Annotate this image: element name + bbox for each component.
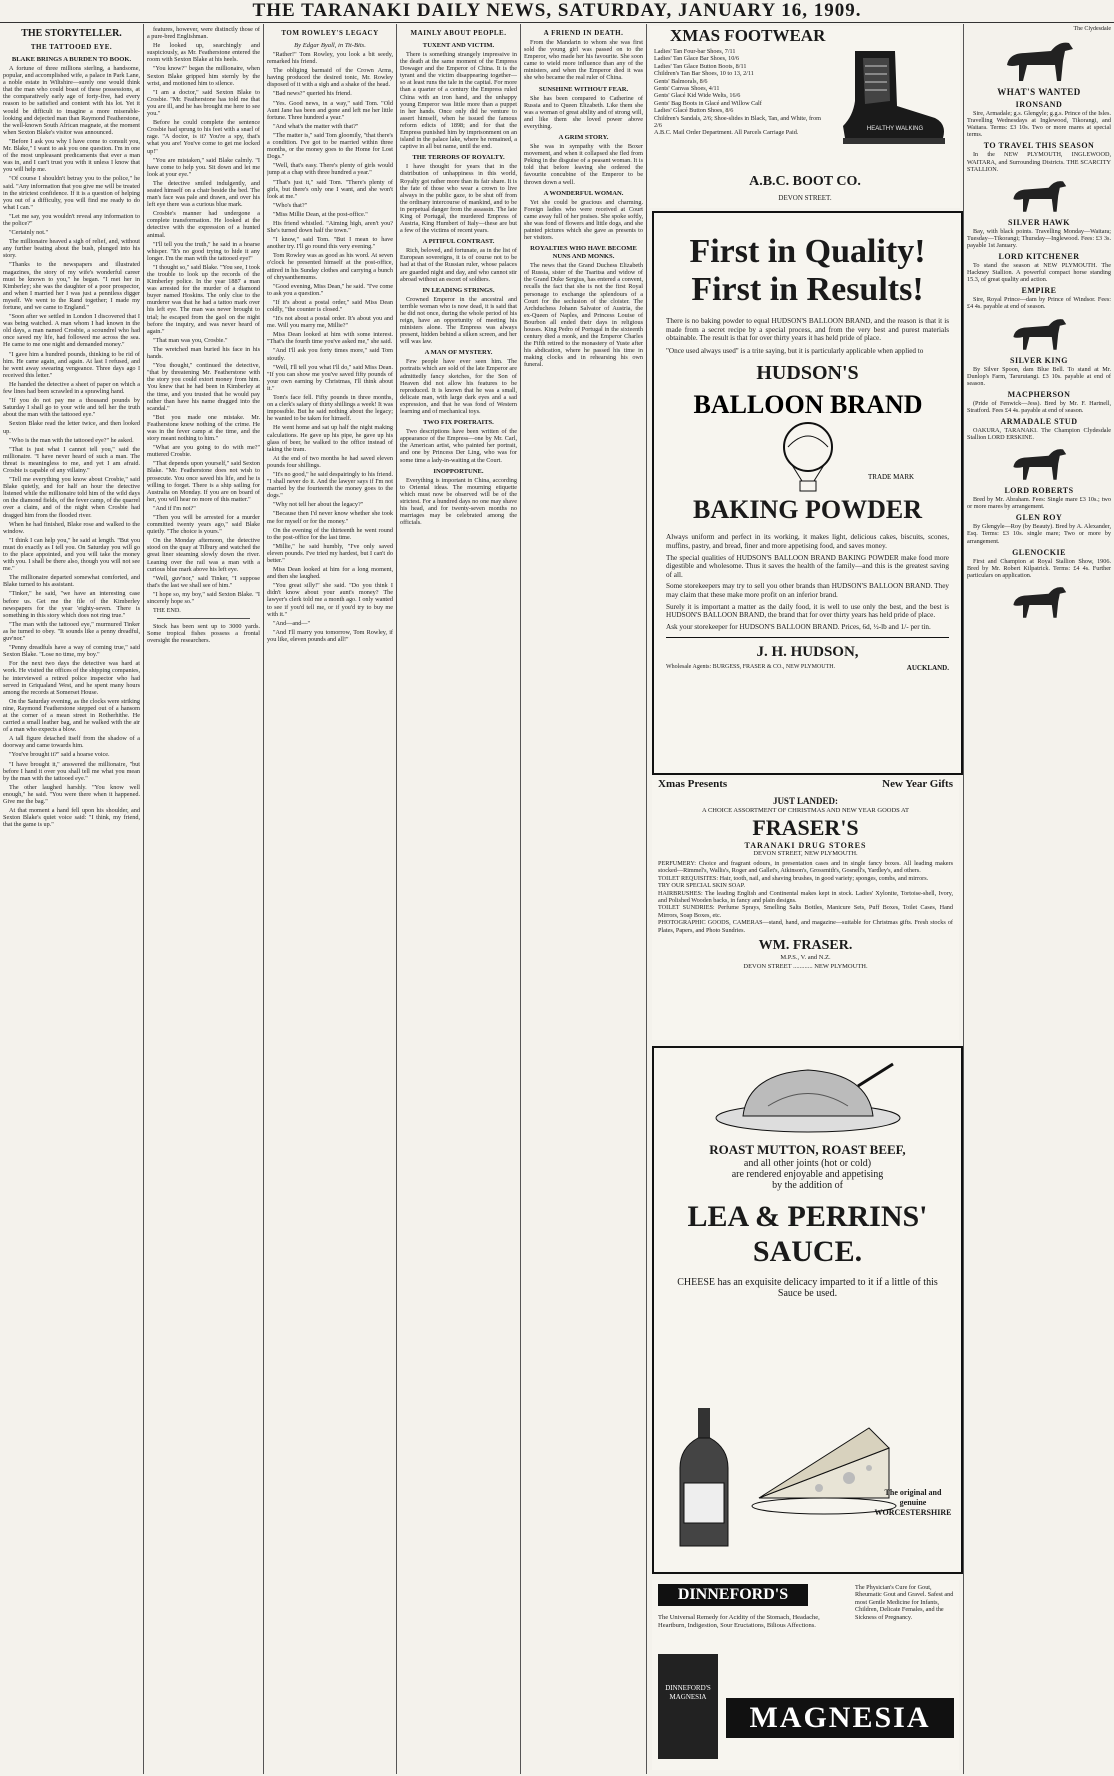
abc-boot-co-street: DEVON STREET. bbox=[778, 194, 832, 202]
story-paragraph: "I'll tell you the truth," he said in a hoarse whisper. "It's no good trying to hide it any longer. I'm the man with the tattooed eye!" bbox=[147, 240, 260, 262]
abc-boot-co-name: A.B.C. BOOT CO. bbox=[749, 174, 861, 189]
story-paragraph: "But you made one mistake. Mr. Featherstone knew nothing of the crime. He was in the fever camp at the time, and the story meant nothing to him." bbox=[147, 413, 260, 443]
hudson-body-best: Surely it is important a matter as the daily food, it is well to use only the best, and the best is HUDSON'S BALLOON BRAND, the brand that for over thirty years has held pride of place. bbox=[666, 602, 949, 620]
dinnefords-description: The Universal Remedy for Acidity of the Stomach, Headache, Heartburn, Indigestion, Sour Eructations, Bilious Affections. bbox=[658, 1614, 820, 1629]
footwear-price-line: Ladies' Tan Glace Bar Shoes, 10/6 bbox=[654, 55, 740, 63]
story-paragraph: On the Saturday evening, as the clocks were striking nine, Raymond Featherstone stepped out of a hansom at the corner of a mean street in Rotherhithe. He carried a small leather bag, and he walked with the air of a man who expects a blow. bbox=[3, 697, 140, 734]
story-paragraph: "Who is the man with the tattooed eye?" he asked. bbox=[9, 436, 134, 444]
friend-in-death-heading: A FRIEND IN DEATH. bbox=[543, 29, 624, 37]
friend-in-death-column bbox=[524, 26, 643, 1771]
story-paragraph: On the evening of the thirteenth he went round to the post-office for the last time. bbox=[267, 526, 393, 541]
story-paragraph: A fortune of three millions sterling, a handsome, popular, and accomplished wife, a palace in Park Lane, a noble estate in Wiltshire—surely one would think that the man who could boast of these possessions, at the comparatively early age of forty-five, had every reason to be satisfied and content with his lot. Yet it would be difficult to imagine a more miserable-looking and dejected man than Raymond Featherstone, the well-known South African magnate, at the moment when Sexton Blake's visitor was announced. bbox=[3, 65, 140, 136]
fraser-bottom-address: DEVON STREET ............ NEW PLYMOUTH. bbox=[743, 963, 868, 971]
stallion-name: ARMADALE STUD bbox=[1000, 416, 1078, 426]
fraser-drug-stores-advertisement bbox=[652, 778, 959, 1040]
story-paragraph: The millionaire heaved a sigh of relief, and, without any further beating about the bush, plunged into his story. bbox=[3, 238, 140, 260]
hudson-brand-name: HUDSON'S bbox=[756, 362, 859, 385]
story-paragraph: "If you do not pay me a thousand pounds by Saturday I shall go to your wife and tell her the truth about the man with the tattooed eye." bbox=[3, 397, 140, 419]
storyteller-body bbox=[3, 65, 140, 828]
fraser-subtitle: A CHOICE ASSORTMENT OF CHRISTMAS AND NEW YEAR GOODS AT bbox=[702, 807, 909, 814]
story-paragraph: Tom's face fell. Fifty pounds in three months, on a clerk's salary of thirty shillings a week! It was impossible. But he said nothing about the legacy; he wanted to be taken for himself. bbox=[267, 394, 393, 423]
stallion-details: Bred by Mr. Abraham. Fees: Single mare £3 10s.; two or more mares by arrangement. bbox=[967, 496, 1111, 511]
stallions-column bbox=[967, 26, 1111, 1771]
hudson-headline-quality: First in Quality! bbox=[689, 233, 926, 270]
story-paragraph: features, however, were distinctly those of a pure-bred Englishman. bbox=[147, 26, 260, 41]
legacy-story-heading: TOM ROWLEY'S LEGACY bbox=[281, 29, 379, 37]
stallion-name: SILVER KING bbox=[1010, 355, 1068, 365]
hudson-headline-results: First in Results! bbox=[691, 271, 924, 308]
hudson-agents: Wholesale Agents: BURGESS, FRASER & CO., NEW PLYMOUTH. bbox=[666, 664, 836, 671]
story-paragraph: "Well, guv'nor," said Tinker, "I suppose that's the last we shall see of him." bbox=[147, 574, 260, 589]
fraser-goods-line: TRY OUR SPECIAL SKIN SOAP. bbox=[658, 882, 746, 890]
section-heading: A MAN OF MYSTERY. bbox=[424, 349, 493, 357]
story-paragraph: "Of course I shouldn't betray you to the police," he said. "Any information that you give me will be treated in the strictest confidence. If it is a question of helping you out of a difficulty, you will find me ready to do what I can." bbox=[3, 175, 140, 211]
lea-line-joints: and all other joints (hot or cold) bbox=[743, 1158, 872, 1169]
column-divider bbox=[143, 24, 144, 1774]
story-paragraph: "If it's about a postal order," said Miss Dean coldly, "the counter is closed." bbox=[267, 298, 393, 313]
story-paragraph: "You've brought it?" said a hoarse voice. bbox=[9, 751, 110, 759]
stallion-name: LORD KITCHENER bbox=[998, 252, 1080, 262]
story-paragraph: At the end of two months he had saved eleven pounds four shillings. bbox=[267, 454, 393, 469]
story-paragraph: Tom Rowley was as good as his word. At seven o'clock he presented himself at the post-office, attired in his Sunday clothes and carrying a bunch of chrysanthemums. bbox=[267, 252, 393, 281]
story-paragraph: "You know?" began the millionaire, when Sexton Blake gripped him sternly by the wrist, and motioned him to silence. bbox=[147, 65, 260, 87]
fraser-goods-line: HAIRBRUSHES: The leading English and Continental makes kept in stock. Ladies' Xylonite, Tortoise-shell, Ivory, and Polished Wooden backs, in fancy and plain designs. bbox=[658, 889, 953, 905]
section-heading: INOPPORTUNE. bbox=[433, 467, 484, 475]
footwear-price-line: Gents' Bag Boots in Glacé and Willow Calf bbox=[654, 99, 762, 107]
story-paragraph: "Thanks to the newspapers and illustrated magazines, the story of my wife's wonderful career must be known to you," he began. "I met her in Kimberley; she was the daughter of a poor prospector, and when I married her I was just a penniless digger myself. We went to the Rand together; I made my fortune, and we came to England." bbox=[3, 261, 140, 311]
story-paragraph: Sexton Blake read the letter twice, and then looked up. bbox=[3, 420, 140, 435]
story-paragraph: "Tinker," he said, "we have an interesting case before us. Get me the file of the Kimberley newspapers for the year 'eighty-seven. There is something in this story which does not ring true." bbox=[3, 590, 140, 619]
footwear-price-line: Ladies' Tan Glace Button Boots, 8/11 bbox=[654, 62, 747, 70]
lea-perrins-brand: LEA & PERRINS' bbox=[687, 1200, 928, 1233]
story-paragraph: "Millie," he said humbly, "I've only saved eleven pounds. I've tried my hardest, but I can't do better." bbox=[267, 542, 393, 564]
story-paragraph: "Let me say, you wouldn't reveal any information to the police?" bbox=[3, 212, 140, 227]
story-paragraph: "Then you will be arrested for a murder committed twenty years ago," said Blake quietly. "The choice is yours." bbox=[147, 514, 260, 536]
baking-powder-label: BAKING POWDER bbox=[693, 495, 922, 525]
storyteller-subheading: THE TATTOOED EYE. bbox=[30, 43, 113, 51]
fraser-goods-line: PERFUMERY: Choice and fragrant odours, in presentation cases and in single fancy boxes. All leading makers stocked—Rimmel's, Wallis's, Roger and Gallet's, Atkinson's, Grossmith's, Gosnell's, Yardley's, and others. bbox=[658, 860, 953, 875]
story-paragraph: On the Monday afternoon, the detective stood on the quay at Tilbury and watched the great liner steaming slowly down the river. Leaning over the rail was a man with a curious blue mark above his left eye. bbox=[147, 537, 260, 573]
footwear-price-line: Gents' Glacé Kid Wide Welts, 16/6 bbox=[654, 92, 741, 100]
whats-wanted-heading: WHAT'S WANTED bbox=[997, 87, 1081, 98]
story-paragraph: A tall figure detached itself from the shadow of a doorway and came towards him. bbox=[3, 735, 140, 750]
story-paragraph: "Yes. Good news, in a way," said Tom. "Old Aunt Jane has been and gone and left me her little fortune. Three hundred a year." bbox=[267, 99, 393, 121]
storyteller-byline: BLAKE BRINGS A BURDEN TO BOOK. bbox=[11, 56, 132, 63]
story-paragraph: He looked up, searchingly and suspiciously, as Mr. Featherstone entered the room with Sexton Blake at his heels. bbox=[147, 42, 260, 64]
story-paragraph: THE END. bbox=[153, 607, 181, 615]
story-paragraph: "Bad news?" queried his friend. bbox=[273, 90, 352, 98]
footwear-price-line: Gents' Canvas Shoes, 4/11 bbox=[654, 85, 720, 93]
story-paragraph: "That man was you, Crosbie." bbox=[153, 336, 228, 344]
story-paragraph: "And I'll ask you forty times more," said Tom stoutly. bbox=[267, 347, 393, 362]
story-paragraph: Miss Dean looked at him for a long moment, and then she laughed. bbox=[267, 566, 393, 581]
section-heading: A WONDERFUL WOMAN. bbox=[543, 189, 624, 197]
lea-line-addition: by the addition of bbox=[772, 1180, 843, 1191]
section-heading: THE TERRORS OF ROYALTY. bbox=[412, 154, 505, 162]
footwear-price-list bbox=[654, 48, 824, 137]
section-heading: IN LEADING STRINGS. bbox=[422, 286, 495, 294]
dinnefords-magnesia-advertisement bbox=[652, 1580, 959, 1770]
footwear-price-line: Ladies' Tan Four-bar Shoes, 7/11 bbox=[654, 48, 736, 55]
magnesia-banner: MAGNESIA bbox=[726, 1698, 954, 1738]
story-paragraph: He went home and sat up half the night making calculations. He gave up his pipe, he gave up his glass of beer, he walked to the office instead of taking the tram. bbox=[267, 424, 393, 453]
column-rule bbox=[157, 618, 250, 619]
section-paragraph: Crowned Emperor in the ancestral and terrible woman who is now dead, it is said that he did not once, during the whole period of his reign, have an opportunity of meeting his ministers alone. The Empress was always present, hidden behind a silken screen, and her will was law. bbox=[400, 295, 517, 346]
story-paragraph: "Miss Millie Dean, at the post-office." bbox=[273, 210, 368, 218]
stallion-details: By Glengyle—Roy (by Beauty). Bred by A. Alexander, Esq. Terms: £3 10s. single mare; Two or more by arrangement. bbox=[967, 523, 1111, 545]
hudson-body-qualities: The special qualities of HUDSON'S BALLOON BRAND BAKING POWDER make food more digestible and wholesome. Thus it saves the health of the family—and this is the greatest saving of all. bbox=[666, 553, 949, 579]
legacy-story-body bbox=[267, 51, 393, 643]
story-continuation-column bbox=[147, 26, 260, 1771]
story-paragraph: "Well, that's easy. There's plenty of girls would jump at a chap with three hundred a year." bbox=[267, 162, 393, 177]
fraser-goods-list bbox=[658, 860, 953, 934]
section-heading: SUNSHINE WITHOUT FEAR. bbox=[538, 85, 629, 93]
legacy-story-column bbox=[267, 26, 393, 1771]
fraser-owner: WM. FRASER. bbox=[758, 938, 853, 954]
story-paragraph: The millionaire departed somewhat comforted, and Blake turned to his assistant. bbox=[3, 574, 140, 589]
story-paragraph: "Penny dreadfuls have a way of coming true," said Sexton Blake. "Lose no time, my boy." bbox=[3, 644, 140, 659]
fraser-name: FRASER'S bbox=[752, 815, 859, 840]
column-divider bbox=[263, 24, 264, 1774]
stallion-entries bbox=[967, 100, 1111, 621]
dinnefords-name: DINNEFORD'S bbox=[658, 1584, 808, 1606]
horse-icon bbox=[1004, 175, 1074, 215]
story-paragraph: "Certainly not." bbox=[9, 229, 49, 237]
story-paragraph: "And if I'm not?" bbox=[153, 504, 196, 512]
stallion-name: GLENOCKIE bbox=[1012, 547, 1066, 557]
xmas-presents-label: Xmas Presents bbox=[658, 778, 728, 790]
story-paragraph: "Before I ask you why I have come to consult you, Mr. Blake," I want to ask you one question. I'm in one of the most unpleasant predicaments that ever a man was in, and I can't trust you with it unless I know that you will help me. bbox=[3, 137, 140, 174]
lea-line-enjoyable: are rendered enjoyable and appetising bbox=[731, 1169, 884, 1180]
stallion-name: IRONSAND bbox=[1015, 100, 1063, 110]
mainly-about-people-heading: MAINLY ABOUT PEOPLE. bbox=[410, 29, 507, 37]
section-heading: A PITIFUL CONTRAST. bbox=[422, 238, 495, 246]
newspaper-masthead: THE TARANAKI DAILY NEWS, SATURDAY, JANUARY 16, 1909. bbox=[252, 0, 862, 21]
section-paragraph: Two descriptions have been written of the appearance of the Empress—one by Mr. Carl, the American artist, who painted her portrait, and one by Princess Der Ling, who was for some time a lady-in-waiting at the Court. bbox=[400, 428, 517, 464]
dinnefords-bottle-label: DINNEFORD'S MAGNESIA bbox=[665, 1684, 711, 1701]
section-paragraph: She was in sympathy with the Boxer movement, and when it collapsed she fled from Peking in the disguise of a peasant woman. It is told that before leaving she ordered the favourite concubine of the Emperor to be thrown down a well. bbox=[524, 143, 643, 186]
story-paragraph: "Rather!" Tom Rowley, you look a bit seedy, remarked his friend. bbox=[267, 51, 393, 66]
story-paragraph: "That's just it," said Tom. "There's plenty of girls, but there's only one I want, and she won't look at me." bbox=[267, 178, 393, 200]
horse-icon bbox=[1004, 581, 1074, 621]
storyteller-heading: THE STORYTELLER. bbox=[21, 28, 122, 39]
stallion-name: LORD ROBERTS bbox=[1004, 486, 1074, 496]
story-paragraph: "I know," said Tom. "But I mean to have another try. I'll go round this very evening." bbox=[267, 236, 393, 251]
column-divider bbox=[520, 24, 521, 1774]
masthead-rule bbox=[0, 22, 1114, 23]
story-paragraph: "Good evening, Miss Dean," he said. "I've come to ask you a question." bbox=[267, 282, 393, 297]
fraser-address: DEVON STREET, NEW PLYMOUTH. bbox=[753, 850, 858, 857]
story-paragraph: "It's no good," he said despairingly to his friend. "I shall never do it. And the lawyer says if I'm not married by the fourteenth the money goes to the dogs." bbox=[267, 470, 393, 500]
story-paragraph: The wretched man buried his face in his hands. bbox=[147, 345, 260, 361]
story-paragraph: "The matter is," said Tom gloomily, "that there's a condition. I've got to be married within three months, or the money goes to the Home for Lost Dogs." bbox=[267, 131, 393, 161]
stallion-details: Sire, Armadale; g.s. Glengyle; g.g.s. Prince of the Isles. Travelling Wednesdays at Inglewood, Tikorangi, and Waitara. Terms: £3 10s. Two or more mares at special terms. bbox=[967, 110, 1111, 139]
storyteller-column bbox=[3, 26, 140, 1771]
hudson-body: Always uniform and perfect in its working, it makes light, delicious cakes, biscuits, scones, muffins, pastry, and bread, finer and more appetising food, and saves money. bbox=[666, 533, 949, 550]
trade-mark-label: TRADE MARK bbox=[867, 473, 914, 482]
story-paragraph: "That is just what I cannot tell you," said the millionaire. "I have never heard of such a man. The threat is meaningless to me, and yet I am afraid. Crosbie is capable of any villainy." bbox=[3, 445, 140, 474]
balloon-icon bbox=[784, 423, 832, 491]
boot-icon bbox=[835, 46, 950, 151]
stallion-name: EMPIRE bbox=[1021, 286, 1057, 296]
story-paragraph: "You great silly!" she said. "Do you think I didn't know about your aunt's money? The lawyer's clerk told me a month ago. I only wanted to see if you'd tell me, or if you'd try to buy me with it." bbox=[267, 582, 393, 618]
story-paragraph: "You thought," continued the detective, "that by threatening Mr. Featherstone with the story you could extort money from him. You knew that he had been in Kimberley at the time, and you trusted that he would pay rather than have his name dragged into the scandal." bbox=[147, 362, 260, 412]
story-paragraph: "What are you going to do with me?" muttered Crosbie. bbox=[147, 444, 260, 459]
story-paragraph: He handed the detective a sheet of paper on which a few lines had been scrawled in a sprawling hand. bbox=[3, 380, 140, 396]
stallion-details: To stand the season at NEW PLYMOUTH. The Hackney Stallion. A powerful compact horse standing 15.3, of great quality and action. bbox=[967, 262, 1111, 284]
lea-line-roast: ROAST MUTTON, ROAST BEEF, bbox=[709, 1142, 906, 1157]
story-paragraph: "Who's that?" bbox=[273, 201, 308, 209]
story-paragraph: "Why not tell her about the legacy?" bbox=[273, 501, 364, 509]
story-paragraph: "I think I can help you," he said at length. "But you must do exactly as I tell you. On Saturday you will go to the place appointed, and you will take the money with you. I shall be there also, though you will not see me." bbox=[3, 536, 140, 573]
story-paragraph: "Well, I'll tell you what I'll do," said Miss Dean. "If you can show me you've saved fifty pounds of your own earning by Christmas, I'll think about it." bbox=[267, 363, 393, 392]
legacy-story-byline: By Edgar Byall, in Tit-Bits. bbox=[294, 42, 366, 49]
column-divider bbox=[963, 24, 964, 1774]
section-paragraph: Yet she could be gracious and charming. Foreign ladies who were received at Court came away full of her praises. She spoke softly, she was fond of flowers and little dogs, and she painted pictures which she gave as presents to her visitors. bbox=[524, 198, 643, 242]
mainly-about-people-body bbox=[400, 42, 517, 526]
story-paragraph: "The man with the tattooed eye," murmured Tinker as he turned to obey. "It sounds like a penny dreadful, guv'nor." bbox=[3, 620, 140, 643]
section-paragraph: Rich, beloved, and fortunate, as in the list of European sovereigns, it is of course not to be had at that of the Russian ruler, whose palaces are guarded night and day, and who cannot stir abroad without an escort of soldiers. bbox=[400, 247, 517, 283]
footwear-advertisement bbox=[650, 26, 960, 208]
stallion-details: Bay, with black points. Travelling Monday—Waitara; Tuesday—Tikorangi; Thursday—Inglewood. Fees: £3 3s. payable 1st January. bbox=[967, 227, 1111, 249]
story-paragraph: His friend whistled. "Aiming high, aren't you? She's turned down half the town." bbox=[267, 219, 393, 235]
section-paragraph: Everything is important in China, according to Oriental ideas. The mourning etiquette which must now be observed will be of the strictest. For a hundred days no one may shave his head, and for twenty-seven months no marriages may be celebrated among the officials. bbox=[400, 476, 517, 527]
stallion-name: TO TRAVEL THIS SEASON bbox=[983, 141, 1095, 151]
story-paragraph: "Because then I'd never know whether she took me for myself or for the money." bbox=[267, 510, 393, 525]
section-heading: ROYALTIES WHO HAVE BECOME NUNS AND MONKS. bbox=[530, 245, 637, 261]
story-paragraph: "I hope so, my boy," said Sexton Blake. "I sincerely hope so." bbox=[147, 590, 260, 606]
section-paragraph: From the Mandarin to whom she was first sold the young girl was passed on to the Emperor, who made her his favourite. She soon came to wield more influence than any of the ministers, and when the Emperor died it was she who became the real ruler of China. bbox=[524, 39, 643, 82]
hudson-city: AUCKLAND. bbox=[906, 664, 949, 673]
story-continuation-body bbox=[147, 26, 260, 614]
hudson-intro: There is no baking powder to equal HUDSON'S BALLOON BRAND, and the reason is that it is made from a secret recipe by a special process, and from the very best and purest materials obtainable. The result is that for over thirty years it has held pride of place. bbox=[666, 317, 949, 343]
column-note: Stock has been sent up to 3000 yards. Some tropical fishes possess a frontal oversight the researchers. bbox=[147, 623, 260, 645]
story-paragraph: "And—and—" bbox=[273, 619, 311, 627]
section-heading: TWO FIX PORTRAITS. bbox=[423, 419, 494, 427]
stallions-topline: The Clydesdale bbox=[1073, 26, 1111, 32]
section-heading: TUXENT AND VICTIM. bbox=[422, 42, 495, 49]
roast-joint-icon bbox=[708, 1056, 908, 1136]
story-paragraph: "I gave him a hundred pounds, thinking to be rid of him. He came again, and again. At last I refused, and he went away swearing vengeance. Three days ago I received this letter." bbox=[3, 350, 140, 379]
fraser-goods-line: TOILET REQUISITES: Hair, tooth, nail, and shaving brushes, in good variety; sponges, combs, and mirrors. bbox=[658, 874, 929, 882]
hudson-ask-storekeeper: Ask your storekeeper for HUDSON'S BALLOON BRAND. Prices, 6d, ½-lb and 1/- per tin. bbox=[666, 622, 931, 631]
hudson-quote: "Once used always used" is a trite saying, but it is particularly applicable when applied to bbox=[666, 346, 924, 355]
section-paragraph: She has been compared to Catherine of Russia and to Queen Elizabeth. Like them she was a woman of great ability and of strong will, and like them she loved power above everything. bbox=[524, 94, 643, 130]
story-paragraph: Crosbie's manner had undergone a complete transformation. He looked at the detective with the expression of a hunted animal. bbox=[147, 210, 260, 239]
hudson-baking-powder-advertisement bbox=[652, 211, 963, 775]
story-paragraph: "Tell me everything you know about Crosbie," said Blake quietly, and for half an hour the detective listened while the millionaire told him of the wild days on the diamond fields, of the fever camp, of the quarrel over a claim, and of the night when Crosbie had dragged him from the flooded river. bbox=[3, 476, 140, 519]
story-paragraph: "That depends upon yourself," said Sexton Blake. "Mr. Featherstone does not wish to prosecute. You once saved his life, and he is willing to forget. There is a ship sailing for Australia on Monday. If you are on board of her, you will hear no more of this matter." bbox=[147, 460, 260, 503]
section-paragraph: The news that the Grand Duchess Elizabeth of Russia, sister of the Tsaritsa and widow of the Grand Duke Sergius, has entered a convent, recalls the fact that she is not the first Royal personage to exchange the splendours of a Court for the seclusion of the cloister. The Archduchess Johann Salvator of Austria, the ex-Queen of Naples, and Princess Louise of Bourbon all ended their days in religious houses. King Pedro of Portugal in the sixteenth century died a monk, and the Emperor Charles the Fifth retired to the monastery of Yuste after his abdication, where he passed his time in making clocks and in rehearsing his own funeral. bbox=[524, 262, 643, 369]
story-paragraph: "Soon after we settled in London I discovered that I was being watched. A man whom I had known in the old days, a man named Crosbie, a scoundrel who had once saved my life, had followed me across the sea. He came to me one night and demanded money." bbox=[3, 313, 140, 349]
footwear-price-line: Ladies' Glacé Button Shoes, 8/6 bbox=[654, 107, 734, 115]
stallion-details: By Silver Spoon, dam Blue Bell. To stand at Mr. Dunlop's Farm, Tarurutangi. £3 10s. payable at end of season. bbox=[967, 365, 1111, 387]
balloon-brand-logo bbox=[668, 385, 948, 495]
new-year-gifts-label: New Year Gifts bbox=[882, 778, 953, 790]
section-heading: A GRIM STORY. bbox=[558, 134, 609, 142]
stallion-details: (Pride of Fenwick—Jess). Bred by Mr. F. Hartnell, Stratford. Fees £4 4s. payable at end of season. bbox=[967, 399, 1111, 414]
lea-perrins-sauce-advertisement bbox=[652, 1046, 963, 1574]
horse-icon bbox=[1004, 443, 1074, 483]
stallion-details: In the NEW PLYMOUTH, INGLEWOOD, WAITARA, and Surrounding Districts. THE SCARCITY STALLION. bbox=[967, 151, 1111, 173]
story-paragraph: "I have brought it," answered the millionaire, "but before I hand it over you shall tell me what you mean by the man with the tattooed eye." bbox=[3, 760, 140, 782]
footwear-price-line: Children's Sandals, 2/6; Shoe-slides in Black, Tan, and White, from 2/6 bbox=[654, 114, 821, 130]
story-paragraph: Before he could complete the sentence Crosbie had sprung to his feet with a snarl of rage. "A doctor, is it? You're a spy, that's what you are! You've come to get me locked up!" bbox=[147, 119, 260, 155]
stallion-name: MACPHERSON bbox=[1007, 389, 1071, 399]
horse-icon bbox=[1004, 313, 1074, 353]
section-paragraph: There is something strangely impressive in the death at the same moment of the Empress Dowager and the Emperor of China. It is the tyrant and the victim disappearing together—so at least runs the tale in the capital. For more than a quarter of a century the Empress ruled China with an iron hand, and the unhappy young Emperor was little more than a puppet in her hands. Once only did he venture to assert himself, when he issued the famous reform edicts of 1898; and for that the Empress punished him by imprisonment on an island in the palace lake, where he remained, a captive in all but name, until the end. bbox=[400, 51, 517, 151]
fraser-goods-line: TOILET SUNDRIES: Perfume Sprays, Smelling Salts Bottles, Manicure Sets, Puff Boxes, Toilet Cases, Hand Mirrors, Soap Boxes, etc. bbox=[658, 904, 953, 919]
dinnefords-side-text: The Physician's Cure for Gout, Rheumatic Gout and Gravel. Safest and most Gentle Medicine for Infants, Children, Delicate Females, and the Sickness of Pregnancy. bbox=[855, 1584, 954, 1621]
story-paragraph: When he had finished, Blake rose and walked to the window. bbox=[3, 520, 140, 535]
stallion-name: SILVER HAWK bbox=[1008, 217, 1070, 227]
story-paragraph: For the next two days the detective was hard at work. He visited the offices of the shipping companies, he interviewed a retired police inspector who had served in Griqualand West, and he spent many hours among the records at Somerset House. bbox=[3, 660, 140, 696]
just-landed-label: JUST LANDED: bbox=[772, 796, 839, 806]
fraser-qualifications: M.P.S., V. and N.Z. bbox=[780, 954, 831, 962]
footwear-price-line: Children's Tan Bar Shoes, 10 to 13, 2/11 bbox=[654, 70, 754, 78]
sauce-bottle-icon bbox=[674, 1408, 734, 1548]
footwear-ad-title: XMAS FOOTWEAR bbox=[670, 26, 826, 45]
story-paragraph: Miss Dean looked at him with some interest. "That's the fourth time you've asked me," she said. bbox=[267, 331, 393, 346]
stallion-details: First and Champion at Royal Stallion Show, 1906. Bred by Mr. Robert Kilpatrick. Terms: £4 4s. Further particulars on application. bbox=[967, 557, 1111, 579]
balloon-brand-text: BALLOON BRAND bbox=[693, 390, 922, 420]
story-paragraph: "I thought so," said Blake. "You see, I took the trouble to look up the records of the Kimberley police. In the year 1887 a man was arrested for the murder of a diamond buyer named Hoskins. The only clue to the murderer was that he had a tattoo mark over his left eye. The man was never brought to trial; he escaped from the gaol on the night before the inquiry, and was never heard of again." bbox=[147, 263, 260, 335]
dinnefords-bottle bbox=[658, 1654, 718, 1759]
story-paragraph: "And I'll marry you tomorrow, Tom Rowley, if you like, eleven pounds and all!" bbox=[267, 628, 393, 643]
story-paragraph: "It's not about a postal order. It's about you and me. Will you marry me, Millie?" bbox=[267, 315, 393, 330]
stallion-name: GLEN ROY bbox=[1015, 513, 1063, 523]
footwear-price-line: A.B.C. Mail Order Department. All Parcels Carriage Paid. bbox=[654, 129, 799, 137]
story-paragraph: "And what's the matter with that?" bbox=[273, 122, 359, 130]
story-paragraph: "You are mistaken," said Blake calmly. "I have come to help you. Sit down and let me look at your eye." bbox=[147, 156, 260, 178]
section-paragraph: Few people have ever seen him. The portraits which are sold of the late Emperor are admittedly fancy sketches, for the Son of Heaven did not allow his features to be reproduced. It is known that he was a small, delicate man, with large dark eyes and a sad expression, and that he was fond of Western learning and of mechanical toys. bbox=[400, 358, 517, 416]
story-paragraph: "I am a doctor," said Sexton Blake to Crosbie. "Mr. Featherstone has told me that you are ill, and he has brought me here to see you." bbox=[147, 88, 260, 118]
hudson-body-storekeepers: Some storekeepers may try to sell you other brands than HUDSON'S BALLOON BRAND. They may claim that these make more profit on an inferior brand. bbox=[666, 582, 949, 599]
fraser-stores-label: TARANAKI DRUG STORES bbox=[744, 841, 867, 850]
footwear-price-line: Gents' Balmorals, 8/6 bbox=[654, 77, 708, 85]
column-divider bbox=[646, 24, 647, 1774]
stallion-details: OAKURA, TARANAKI. The Champion Clydesdale Stallion LORD ERSKINE. bbox=[967, 426, 1111, 442]
hudson-maker-name: J. H. HUDSON, bbox=[756, 644, 859, 661]
section-paragraph: I have thought for years that in the distribution of unhappiness in this world, Royalty got rather more than its fair share. It is the fate of those who wear a crown to live always in the public gaze, to be shut off from the ordinary intercourse of mankind, and to be in perpetual danger from the assassin. The late King of Portugal, the murdered Empress of Austria, King Humbert of Italy—these are but a few of the victims of recent years. bbox=[400, 163, 517, 235]
boot-label: HEALTHY WALKING bbox=[866, 126, 924, 132]
column-divider bbox=[396, 24, 397, 1774]
fraser-goods-line: PHOTOGRAPHIC GOODS, CAMERAS—stand, hand, and magazine—suitable for Christmas gifts. Fresh stocks of Plates, Papers, and Photo Sundries. bbox=[658, 919, 953, 934]
stallion-details: Sire, Royal Prince—dam by Prince of Windsor. Fees: £4 4s. payable at end of season. bbox=[967, 296, 1111, 311]
lea-cheese-note: CHEESE has an exquisite delicacy imparted to it if a little of this Sauce be used. bbox=[677, 1277, 938, 1299]
horse-icon bbox=[999, 35, 1079, 85]
lea-original-genuine: The original and genuine WORCESTERSHIRE bbox=[874, 1488, 952, 1517]
lea-sauce-label: SAUCE. bbox=[752, 1235, 863, 1268]
story-paragraph: The obliging barmaid of the Crown Arms, having produced the desired tonic, Mr. Rowley disposed of it with a sigh and a shake of the head. bbox=[267, 67, 393, 89]
story-paragraph: The detective smiled indulgently, and seated himself on a chair beside the bed. The man's face was pale and drawn, and over his left eye there was a curious blue mark. bbox=[147, 179, 260, 209]
friend-in-death-body bbox=[524, 39, 643, 369]
mainly-about-people-column bbox=[400, 26, 517, 1771]
story-paragraph: At that moment a hand fell upon his shoulder, and Sexton Blake's quiet voice said: "I think, my friend, that the game is up." bbox=[3, 807, 140, 829]
story-paragraph: The other laughed harshly. "You know well enough," he said. "You were there when it happened. Give me the bag." bbox=[3, 783, 140, 805]
